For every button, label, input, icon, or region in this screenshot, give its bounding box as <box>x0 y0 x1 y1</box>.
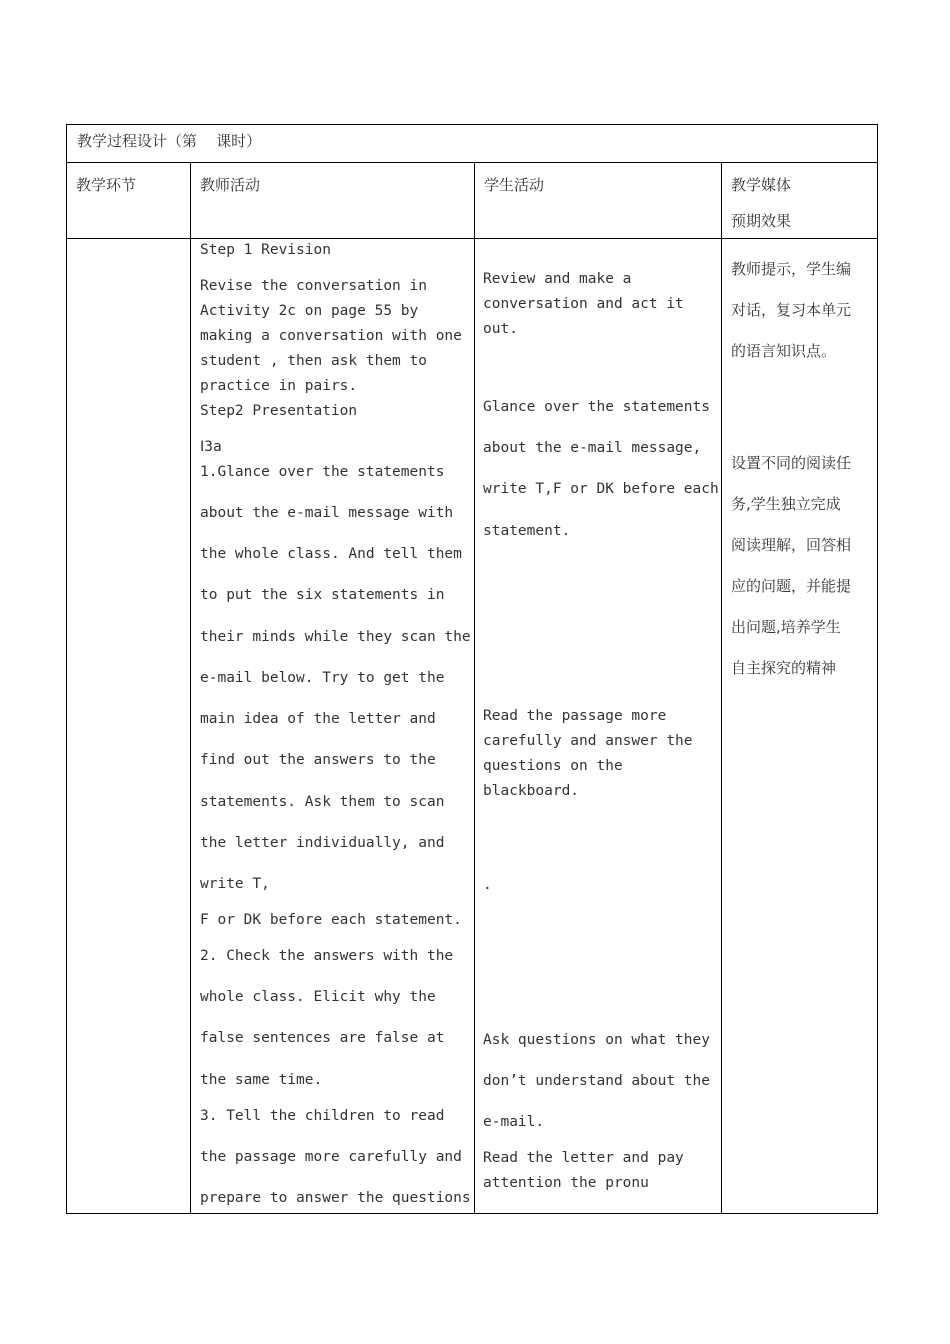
header-row <box>67 163 878 239</box>
student-line: write T,F or DK before each <box>483 481 719 497</box>
teacher-line: student , then ask them to <box>200 353 427 369</box>
table-title-cell <box>67 125 878 163</box>
student-line: blackboard. <box>483 783 580 799</box>
media-line: 自主探究的精神 <box>731 659 837 677</box>
header-teacher: 教师活动 <box>200 176 261 194</box>
media-line: 应的问题，并能提 <box>731 577 852 595</box>
teacher-line: to put the six statements in <box>200 587 445 603</box>
student-line: . <box>483 877 492 893</box>
student-line: carefully and answer the <box>483 733 693 749</box>
teacher-line: the letter individually, and <box>200 835 445 851</box>
student-line: Ask questions on what they <box>483 1032 710 1048</box>
teacher-line: write T, <box>200 876 270 892</box>
teacher-line: e-mail below. Try to get the <box>200 670 445 686</box>
teacher-line: Revise the conversation in <box>200 278 427 294</box>
header-student: 学生活动 <box>484 176 545 194</box>
header-media-cell <box>722 163 878 239</box>
teacher-line: statements. Ask them to scan <box>200 794 445 810</box>
teacher-line: Step2 Presentation <box>200 403 358 419</box>
media-line: 务,学生独立完成 <box>731 495 841 513</box>
media-line: 设置不同的阅读任 <box>731 454 852 472</box>
header-media: 教学媒体 <box>731 176 792 194</box>
teacher-line: false sentences are false at <box>200 1030 445 1046</box>
lesson-plan-table <box>66 124 878 1214</box>
student-line: attention the pronu <box>483 1175 649 1191</box>
teacher-line: 3. Tell the children to read <box>200 1108 445 1124</box>
media-line: 教师提示，学生编 <box>731 260 852 278</box>
teacher-line: main idea of the letter and <box>200 711 436 727</box>
table-title: 教学过程设计（第 课时） <box>77 132 262 150</box>
header-stage-cell <box>67 163 191 239</box>
header-teacher-cell <box>191 163 475 239</box>
teacher-line: making a conversation with one <box>200 328 462 344</box>
header-effect: 预期效果 <box>731 212 792 230</box>
student-line: Glance over the statements <box>483 399 710 415</box>
student-line: about the e-mail message, <box>483 440 702 456</box>
teacher-line: their minds while they scan the <box>200 629 471 645</box>
teacher-activity-cell <box>191 239 475 1214</box>
media-line: 阅读理解，回答相 <box>731 536 852 554</box>
teacher-line: the same time. <box>200 1072 323 1088</box>
teacher-line: 2. Check the answers with the <box>200 948 454 964</box>
teacher-line: Ⅰ3a <box>200 439 222 455</box>
student-line: questions on the <box>483 758 623 774</box>
media-line: 出问题,培养学生 <box>731 618 841 636</box>
teacher-line: Step 1 Revision <box>200 242 331 258</box>
student-line: statement. <box>483 523 571 539</box>
student-line: conversation and act it <box>483 296 684 312</box>
header-stage: 教学环节 <box>76 176 137 194</box>
media-line: 对话，复习本单元 <box>731 301 852 319</box>
student-line: e-mail. <box>483 1114 545 1130</box>
header-student-cell <box>475 163 722 239</box>
teacher-line: F or DK before each statement. <box>200 912 462 928</box>
stage-cell <box>67 239 191 1214</box>
teacher-line: practice in pairs. <box>200 378 358 394</box>
media-line: 的语言知识点。 <box>731 342 837 360</box>
student-line: don’t understand about the <box>483 1073 710 1089</box>
student-line: Review and make a <box>483 271 632 287</box>
body-row <box>67 239 878 1214</box>
media-effect-cell <box>722 239 878 1214</box>
student-activity-cell <box>475 239 722 1214</box>
teacher-line: prepare to answer the questions <box>200 1190 471 1206</box>
student-line: out. <box>483 321 518 337</box>
teacher-line: Activity 2c on page 55 by <box>200 303 419 319</box>
teacher-line: find out the answers to the <box>200 752 436 768</box>
teacher-line: whole class. Elicit why the <box>200 989 436 1005</box>
teacher-line: the passage more carefully and <box>200 1149 462 1165</box>
teacher-line: about the e-mail message with <box>200 505 454 521</box>
teacher-line: the whole class. And tell them <box>200 546 462 562</box>
student-line: Read the passage more <box>483 708 667 724</box>
student-line: Read the letter and pay <box>483 1150 684 1166</box>
teacher-line: 1.Glance over the statements <box>200 464 445 480</box>
